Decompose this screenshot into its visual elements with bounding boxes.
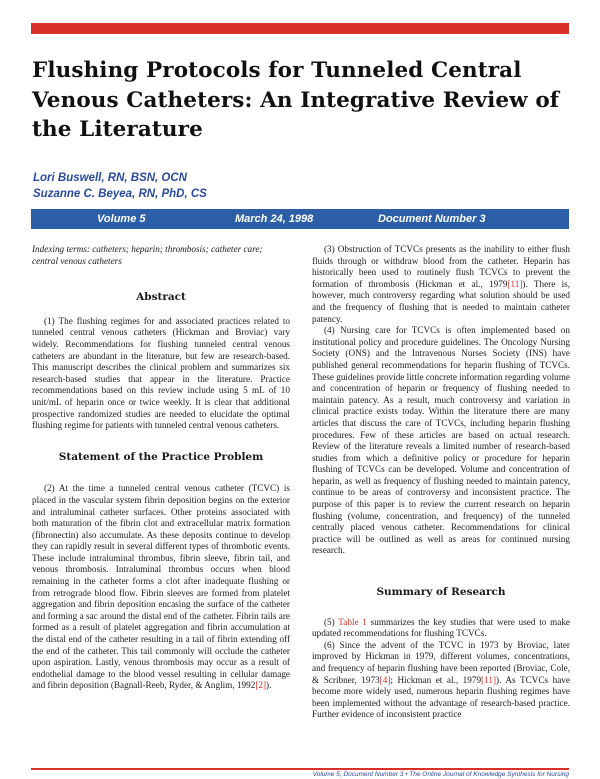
reference-link-4[interactable]: [4] bbox=[379, 674, 391, 685]
paragraph-5 bbox=[312, 617, 570, 640]
abstract-paragraph: (1) The flushing regimes for and associated practices related to tunneled central venous catheters (Hickman and Broviac) vary widely. Recommendations for flushing tunneled central venous catheters are abundant in the literature, but few are research-based. This manuscript describes the clinical problem and summarizes six research-based studies that appear in the literature. Practice recommendations based on this review include using 5 mL of 10 unit/mL of heparin once or twice weekly. It is clear that additional prospective randomized studies are needed to elucidate the optimal flushing regime for patients with tunneled central venous catheters. bbox=[32, 315, 290, 431]
index-terms: Indexing terms: catheters; heparin; thrombosis; catheter care; central venous catheters bbox=[32, 244, 263, 266]
paragraph-4: (4) Nursing care for TCVCs is often implemented based on institutional policy and procedure guidelines. The Oncology Nursing Society (ONS) and the Intravenous Nurses Society (INS) have published general recommendations for heparin flushing of TCVCs. These guidelines provide little concrete information regarding volume and concentration of heparin or frequency of flushing needed to maintain patency. As a result, much controversy and variation in clinical practice exists today. Within the literature there are many articles that discuss the care of TCVCs, including heparin flushing procedures. Few of these articles are based on actual research. Review of the literature reveals a limited number of research-based studies from which a definitive policy or procedure for heparin flushing of TCVCs can be developed. Volume and concentration of heparin, as well as frequency of flushing needed to maintain patency, continue to be areas of controversy and inconsistent practice. The purpose of this paper is to review the current research on heparin flushing (volume, concentration, and frequency) of the tunneled centrally placed venous catheter. Recommendations for clinical practice will be outlined as well as areas for continued nursing research. bbox=[312, 325, 570, 556]
author-1: Lori Buswell, RN, BSN, OCN bbox=[33, 172, 187, 184]
author-2: Suzanne C. Beyea, RN, PhD, CS bbox=[33, 188, 207, 200]
paragraph-6-text-c: ). As TCVCs have become more widely used, numerous heparin flushing regimes have been implemented without the advantage of research-based practice. Further evidence of inconsistent practice bbox=[312, 674, 570, 720]
abstract-heading: Abstract bbox=[136, 291, 186, 304]
issue-info-bar bbox=[31, 209, 569, 229]
paragraph-6-text-b: ; Hickman et al., 1979 bbox=[390, 674, 482, 685]
summary-heading: Summary of Research bbox=[376, 586, 506, 599]
paragraph-6-text-a: (6) Since the advent of the TCVC in 1973 by Broviac, later improved by Hickman in 1979, different volumes, concentrations, and frequency of heparin flushing have been reported (Broviac, Cole, & Scribner, 1973 bbox=[312, 639, 570, 685]
document-number-label: Document Number 3 bbox=[378, 213, 486, 225]
paragraph-3 bbox=[312, 244, 570, 325]
problem-text: (2) At the time a tunneled central venous catheter (TCVC) is placed in the vascular system fibrin deposition begins on the exterior and intraluminal catheter surfaces. Other proteins associated with both maturation of the fibrin clot and extracellular matrix formation (fibronectin) also accumulate. As these deposits continue to develop they can rapidly result in several different types of thrombotic events. These include intraluminal thrombus, fibrin sleeve, fibrin tail, and venous thrombosis. Intraluminal thrombus occurs when blood remaining in the catheter forms a clot after inadequate flushing or from retrograde blood flow. Fibrin sleeves are formed from platelet aggregation and fibrin deposition encasing the surface of the catheter and forming a sac around the distal end of the catheter. Fibrin tails are formed as a result of platelet aggregation and fibrin accumulation at the distal end of the catheter resulting in a tail of fibrin extending off the end of the catheter. This tail commonly will occlude the catheter upon aspiration. Lastly, venous thrombosis may occur as a result of endothelial damage to the blood vessel resulting in cellular damage and fibrin deposition (Bagnall-Reeb, Ryder, & Anglim, 1992 bbox=[32, 483, 290, 691]
author-list bbox=[33, 170, 207, 202]
paragraph-6 bbox=[312, 640, 570, 721]
reference-link-11b[interactable]: [11] bbox=[481, 674, 497, 685]
paragraph-3-text-b: ). There is, however, much controversy regarding what solution should be used and the frequency of flushing that is needed to maintain catheter patency. bbox=[312, 278, 571, 324]
footer-rule bbox=[31, 768, 569, 770]
table-1-link[interactable]: Table 1 bbox=[338, 616, 367, 627]
problem-text-end: ). bbox=[266, 680, 272, 691]
page-footer: Volume 5, Document Number 3 • The Online Journal of Knowledge Synthesis for Nursing bbox=[312, 771, 569, 778]
problem-paragraph bbox=[32, 483, 290, 692]
date-label: March 24, 1998 bbox=[235, 213, 314, 225]
paragraph-3-text-a: (3) Obstruction of TCVCs presents as the inability to either flush fluids through or withdraw blood from the catheter. Heparin has historically been used to routinely flush TCVCs to prevent the formation of thrombosis (Hickman et al., 1979 bbox=[312, 244, 570, 289]
right-column bbox=[312, 244, 570, 721]
volume-label: Volume 5 bbox=[97, 213, 146, 225]
reference-link-2[interactable]: [2] bbox=[255, 680, 267, 691]
left-column bbox=[32, 244, 290, 692]
paragraph-5-text-a: (5) bbox=[324, 616, 339, 627]
problem-heading: Statement of the Practice Problem bbox=[58, 450, 264, 463]
top-accent-bar bbox=[31, 23, 569, 34]
article-title: Flushing Protocols for Tunneled Central Venous Catheters: An Integrative Review of the Literature bbox=[32, 58, 560, 142]
paragraph-5-text-b: summarizes the key studies that were used to make updated recommendations for flushing TCVCs. bbox=[312, 616, 570, 639]
reference-link-11[interactable]: [11] bbox=[507, 278, 523, 289]
